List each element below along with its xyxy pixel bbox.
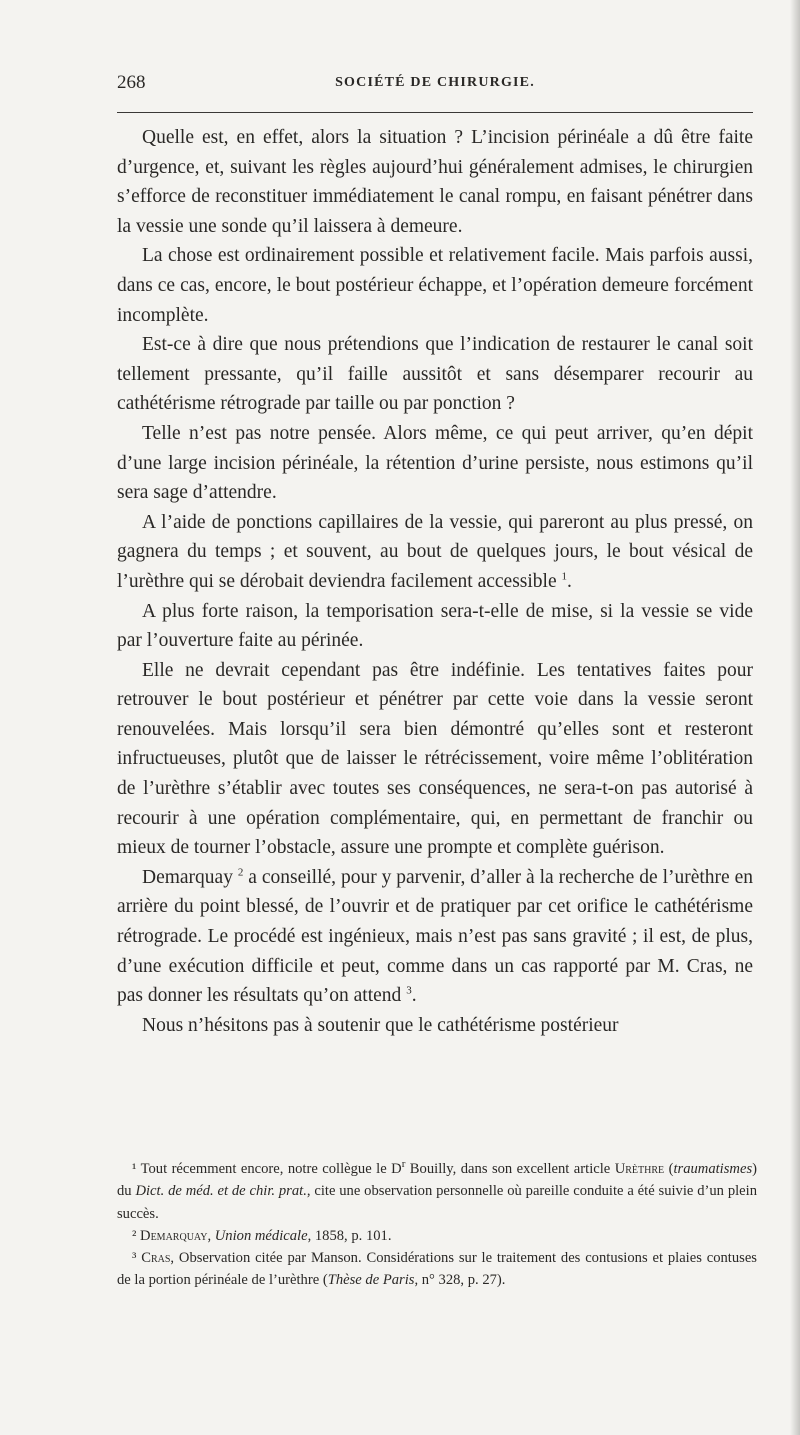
author-name: Cras: [136, 1250, 171, 1267]
paragraph-text: A l’aide de ponctions capillaires de la vessie, qui pareront au plus pressé, on gagnera du temps ; et souvent, au bout de quelques jours, le bout vésical de l’urèthre qui se dérobait deviendra facilement accessible: [117, 511, 753, 592]
italic-text: Union médicale: [214, 1227, 308, 1244]
footnote-text: (: [664, 1161, 674, 1177]
paragraph: Nous n’hésitons pas à soutenir que le cathétérisme postérieur: [142, 1014, 619, 1036]
paragraph: Quelle est, en effet, alors la situation ? L’incision périnéale a dû être faite d’urgence, et, suivant les règles aujourd’hui généralement admises, le chirurgien s’efforce de reconstituer immédiatement le canal rompu, en faisant pénétrer dans la vessie une sonde qu’il laissera à demeure.: [117, 127, 753, 237]
page-header: [117, 72, 753, 102]
author-name: Demarquay: [136, 1227, 208, 1244]
paragraph-text: a conseillé, pour y parvenir, d’aller à la recherche de l’urèthre en arrière du point blessé, de l’ouvrir et de pratiquer par cet orifice le cathétérisme rétrograde. Le procédé est ingénieux, mais n’est pas sans gravité ; il est, de plus, d’une exécution difficile et peut, comme dans un cas rapporté par M. Cras, ne pas donner les résultats qu’on attend: [117, 866, 754, 1007]
footnote-1: [117, 1158, 757, 1225]
paragraph: A plus forte raison, la temporisation sera-t-elle de mise, si la vessie se vide par l’ouverture faite au périnée.: [117, 600, 753, 652]
author-name: Demarquay: [142, 866, 233, 888]
page-number: 268: [117, 72, 146, 93]
footnote-mark: ¹: [132, 1161, 137, 1177]
footnote-mark: ²: [132, 1227, 137, 1244]
paragraph: Telle n’est pas notre pensée. Alors même, ce qui peut arriver, qu’en dépit d’une large incision périnéale, la rétention d’urine persiste, nous estimons qu’il sera sage d’attendre.: [117, 422, 753, 504]
page-edge-shadow: [790, 0, 800, 1435]
paragraph: La chose est ordinairement possible et relativement facile. Mais parfois aussi, dans ce cas, encore, le bout postérieur échappe, et l’opération demeure forcément incomplète.: [117, 245, 753, 326]
paragraph-end: .: [411, 985, 417, 1007]
footnote-text: ,: [207, 1227, 215, 1244]
body-text: [117, 123, 753, 1040]
italic-text: Dict. de méd. et de chir. prat.: [135, 1183, 307, 1200]
footnote-text: , Observation citée par Manson. Considérations sur le traitement des contusions et plaies contuses de la portion périnéale de l’urèthre (: [117, 1250, 757, 1289]
footnotes: [117, 1158, 757, 1292]
paragraph: [117, 508, 753, 597]
footnote-3: [117, 1247, 757, 1292]
running-title: SOCIÉTÉ DE CHIRURGIE.: [335, 75, 535, 90]
italic-text: Thèse de Paris: [327, 1272, 415, 1289]
footnote-ref[interactable]: 3: [406, 984, 412, 997]
header-rule: [117, 112, 753, 113]
footnote-text: Bouilly, dans son excellent article: [405, 1161, 615, 1177]
footnote-text: Tout récemment encore, notre collègue le D: [136, 1161, 402, 1177]
footnote-ref[interactable]: 2: [237, 866, 244, 879]
paragraph: Elle ne devrait cependant pas être indéfinie. Les tentatives faites pour retrouver le bout postérieur et pénétrer par cette voie dans la vessie seront renouvelées. Mais lorsqu’il sera bien démontré qu’elles sont et resteront infructueuses, plutôt que de laisser le rétrécissement, voire même l’oblitération de l’urèthre s’établir avec toutes ses conséquences, ne sera-t-on pas autorisé à recourir à une opération complémentaire, qui, en permettant de franchir ou mieux de tourner l’obstacle, assure une prompte et complète guérison.: [117, 659, 753, 859]
footnote-text: ) du: [117, 1161, 757, 1200]
footnote-mark: ³: [132, 1250, 137, 1267]
italic-text: traumatismes: [673, 1161, 753, 1177]
paragraph: [117, 863, 753, 1011]
footnote-text: , cite une observation personnelle où pareille conduite a été suivie d’un plein succès.: [117, 1183, 758, 1222]
footnote-text: , 1858, p. 101.: [307, 1227, 392, 1244]
footnote-text: , n° 328, p. 27).: [414, 1272, 506, 1289]
article-title: Urèthre: [614, 1161, 665, 1177]
paragraph-end: .: [567, 570, 572, 592]
footnote-superscript: r: [401, 1158, 406, 1171]
footnote-2: [117, 1225, 757, 1247]
footnote-ref[interactable]: 1: [561, 570, 568, 583]
paragraph: Est-ce à dire que nous prétendions que l’indication de restaurer le canal soit tellement pressante, qu’il faille aussitôt et sans désemparer recourir au cathétérisme rétrograde par taille ou par ponction ?: [117, 334, 753, 415]
